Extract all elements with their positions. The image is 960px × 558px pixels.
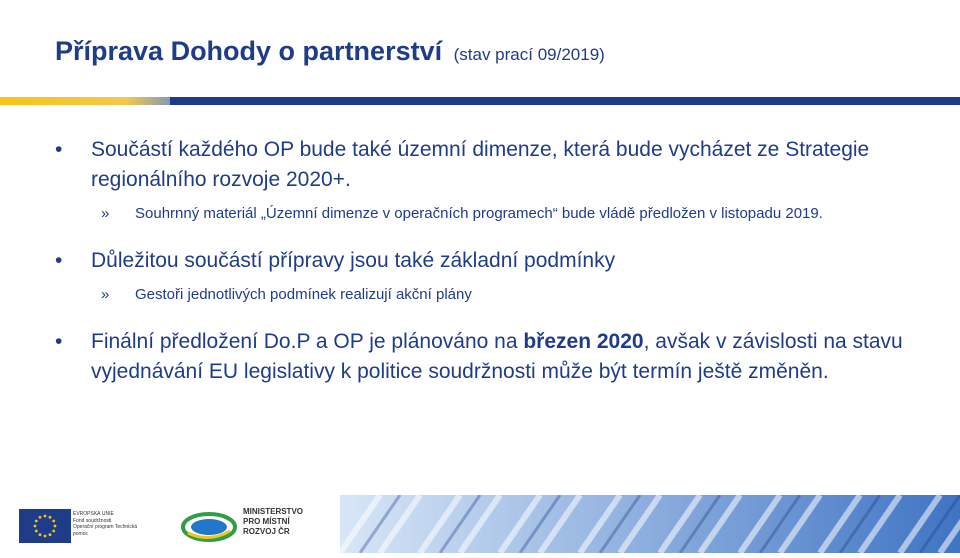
- slide-title-main: Příprava Dohody o partnerství: [55, 36, 443, 66]
- bullet-list: [55, 135, 925, 395]
- bullet-3-text-before: Finální předložení Do.P a OP je plánováno na: [91, 330, 524, 353]
- bullet-3-text-after: , avšak v závislosti na stavu vyjednávání EU legislativy k politice soudržnosti může být termín ještě změněn.: [91, 330, 903, 383]
- bullet-3-text-bold: březen 2020: [523, 330, 644, 353]
- slide-title: [55, 36, 605, 67]
- bullet-1-text: Součástí každého OP bude také územní dimenze, která bude vycházet ze Strategie regionálního rozvoje 2020+.: [91, 138, 870, 191]
- eu-logo-text: EVROPSKÁ UNIE Fond soudržnosti Operační program Technická pomoc: [73, 511, 138, 537]
- chevron-icon: »: [101, 205, 110, 222]
- sub-bullet-1-text: Souhrnný materiál „Územní dimenze v operačních programech“ bude vládě předložen v listopadu 2019.: [135, 205, 823, 222]
- title-underline-band: [0, 97, 960, 105]
- bullet-1: [55, 135, 925, 195]
- bullet-dot-icon: •: [55, 138, 63, 161]
- eu-flag-icon: [19, 509, 71, 543]
- bullet-dot-icon: •: [55, 330, 63, 353]
- sub-bullet-2: [101, 284, 925, 305]
- footer-logos: [15, 497, 345, 553]
- chevron-icon: »: [101, 286, 110, 303]
- bullet-3: [55, 327, 925, 387]
- bullet-2: [55, 246, 925, 276]
- bullet-dot-icon: •: [55, 249, 63, 272]
- bullet-2-text: Důležitou součástí přípravy jsou také základní podmínky: [91, 249, 616, 272]
- footer-decoration: [340, 495, 960, 553]
- sub-bullet-1: [101, 203, 925, 224]
- ministry-logo-icon: [180, 507, 238, 547]
- slide-subtitle: (stav prací 09/2019): [453, 45, 605, 64]
- sub-bullet-2-text: Gestoři jednotlivých podmínek realizují akční plány: [135, 286, 472, 303]
- ministry-logo-text: MINISTERSTVO PRO MÍSTNÍ ROZVOJ ČR: [243, 507, 304, 536]
